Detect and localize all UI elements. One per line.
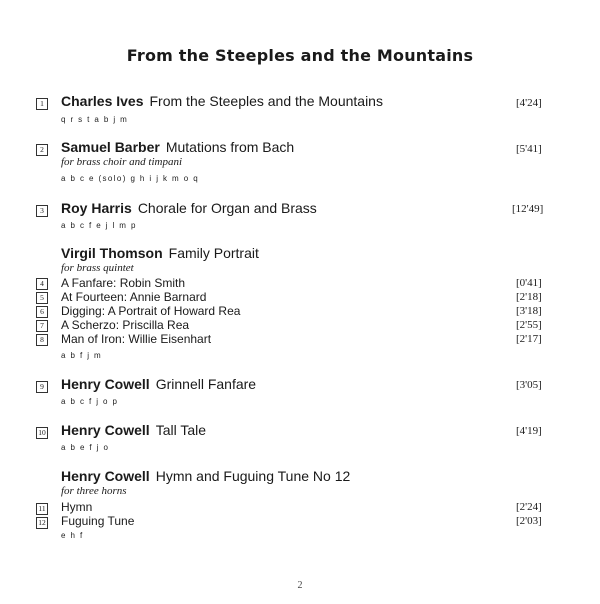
work-title: Mutations from Bach [165, 139, 295, 155]
track-number: 8 [36, 334, 48, 346]
movement-title: A Fanfare: Robin Smith [61, 276, 186, 290]
track-number: 9 [36, 381, 48, 393]
track-number: 6 [36, 306, 48, 318]
track-number: 12 [36, 517, 48, 529]
track-duration: [5'41] [516, 143, 542, 155]
work-title: Grinnell Fanfare [155, 376, 257, 392]
track-duration: [2'17] [516, 333, 542, 345]
players-list: a b c f e j l m p [61, 221, 137, 230]
track-heading [61, 200, 317, 218]
track-duration: [4'19] [516, 425, 542, 437]
work-subtitle: for brass choir and timpani [61, 156, 183, 168]
composer-name: Virgil Thomson [61, 245, 163, 261]
work-title: Chorale for Organ and Brass [137, 200, 317, 216]
movement-title: Fuguing Tune [61, 514, 135, 528]
track-duration: [4'24] [516, 97, 542, 109]
players-list: a b c f j o p [61, 397, 119, 406]
track-duration: [3'05] [516, 379, 542, 391]
players-list: e h f [61, 531, 84, 540]
movement-title: At Fourteen: Annie Barnard [61, 290, 207, 304]
movement-title: Hymn [61, 500, 93, 514]
work-title: From the Steeples and the Mountains [149, 93, 383, 109]
track-heading [61, 422, 206, 440]
track-duration: [12'49] [512, 203, 544, 215]
composer-name: Roy Harris [61, 200, 132, 216]
players-list: a b e f j o [61, 443, 110, 452]
track-duration: [2'03] [516, 515, 542, 527]
composer-name: Charles Ives [61, 93, 144, 109]
movement-title: Man of Iron: Willie Eisenhart [61, 332, 212, 346]
track-heading [61, 139, 294, 157]
track-number: 2 [36, 144, 48, 156]
track-number: 3 [36, 205, 48, 217]
track-number: 7 [36, 320, 48, 332]
track-duration: [2'24] [516, 501, 542, 513]
track-heading [61, 376, 256, 394]
track-duration: [3'18] [516, 305, 542, 317]
players-list: a b c e (solo) g h i j k m o q [61, 174, 200, 183]
track-number: 1 [36, 98, 48, 110]
work-heading [61, 245, 259, 263]
track-number: 4 [36, 278, 48, 290]
movement-title: Digging: A Portrait of Howard Rea [61, 304, 241, 318]
track-duration: [0'41] [516, 277, 542, 289]
work-title: Tall Tale [155, 422, 207, 438]
players-list: a b f j m [61, 351, 103, 360]
track-duration: [2'18] [516, 291, 542, 303]
track-number: 11 [36, 503, 48, 515]
composer-name: Henry Cowell [61, 376, 150, 392]
work-title: Family Portrait [168, 245, 259, 261]
track-number: 10 [36, 427, 48, 439]
page-number: 2 [297, 580, 303, 591]
work-title: Hymn and Fuguing Tune No 12 [155, 468, 351, 484]
composer-name: Henry Cowell [61, 422, 150, 438]
work-subtitle: for three horns [61, 485, 127, 497]
work-heading [61, 468, 350, 486]
track-number: 5 [36, 292, 48, 304]
composer-name: Samuel Barber [61, 139, 160, 155]
page-title: From the Steeples and the Mountains [126, 46, 474, 65]
players-list: q r s t a b j m [61, 115, 129, 124]
work-subtitle: for brass quintet [61, 262, 134, 274]
composer-name: Henry Cowell [61, 468, 150, 484]
track-heading [61, 93, 383, 111]
track-duration: [2'55] [516, 319, 542, 331]
movement-title: A Scherzo: Priscilla Rea [61, 318, 190, 332]
